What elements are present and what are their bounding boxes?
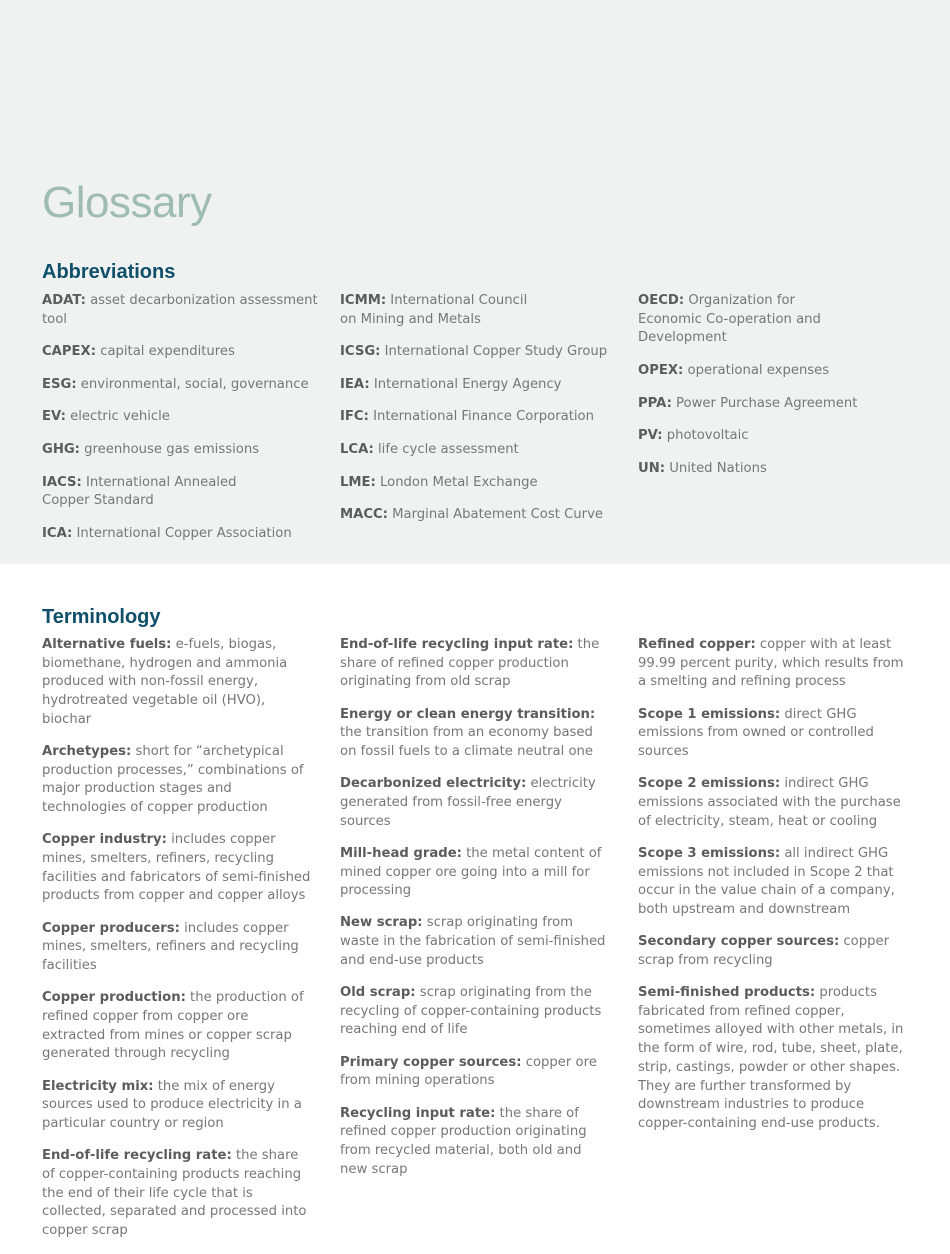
term-definition: International Annealed Copper Standard (42, 474, 237, 509)
glossary-entry-electricity-mix (42, 1078, 314, 1134)
glossary-entry-ev (42, 408, 318, 427)
glossary-entry-ica (42, 525, 318, 544)
term-definition: greenhouse gas emissions (79, 442, 260, 458)
term-label: End-of-life recycling rate: (42, 1148, 232, 1164)
term-label: LME: (340, 474, 376, 490)
glossary-entry-ifc (340, 408, 616, 427)
glossary-entry-un (638, 460, 914, 479)
glossary-entry-iea (340, 376, 616, 395)
term-label: Copper producers: (42, 920, 180, 936)
term-label: LCA: (340, 442, 374, 458)
glossary-entry-scope-2-emissions (638, 775, 910, 831)
term-definition: all indirect GHG emissions not included in Scope 2 that occur in the value chain of a company, both upstream and downstream (638, 845, 895, 917)
term-label: OECD: (638, 293, 685, 308)
term-definition: includes copper mines, smelters, refiners, recycling facilities and fabricators of semi-finished products from copper and copper alloys (42, 832, 311, 904)
glossary-entry-ppa (638, 395, 914, 414)
term-label: Old scrap: (340, 985, 416, 1001)
term-definition: scrap originating from waste in the fabrication of semi-finished and end-use products (340, 915, 606, 968)
term-label: Secondary copper sources: (638, 934, 840, 950)
abbreviations-column-3 (638, 292, 914, 492)
glossary-entry-capex (42, 343, 318, 362)
term-definition: e-fuels, biogas, biomethane, hydrogen and ammonia produced with non-fossil energy, hydrotreated vegetable oil (HVO), biochar (42, 637, 288, 727)
term-label: Recycling input rate: (340, 1105, 496, 1121)
term-label: Primary copper sources: (340, 1054, 522, 1070)
term-definition: includes copper mines, smelters, refiners and recycling facilities (42, 920, 299, 974)
term-definition: International Copper Study Group (380, 344, 608, 360)
term-definition: scrap originating from the recycling of copper-containing products reaching end of life (340, 985, 602, 1038)
term-definition: the mix of energy sources used to produce electricity in a particular country or region (42, 1078, 302, 1131)
term-definition: indirect GHG emissions associated with the purchase of electricity, steam, heat or cooling (638, 776, 901, 829)
glossary-entry-macc (340, 506, 616, 525)
term-label: OPEX: (638, 363, 684, 378)
term-definition: the production of refined copper from copper ore extracted from mines or copper scrap generated through recycling (42, 990, 304, 1062)
glossary-entry-recycling-input-rate (340, 1105, 612, 1180)
glossary-entry-iacs (42, 474, 242, 511)
glossary-entry-end-of-life-recycling-rate (42, 1147, 314, 1241)
term-label: Semi-finished products: (638, 985, 816, 1001)
term-definition: electricity generated from fossil-free energy sources (340, 776, 596, 829)
glossary-entry-archetypes (42, 743, 314, 818)
glossary-entry-secondary-copper-sources (638, 933, 910, 970)
term-definition: asset decarbonization assessment tool (42, 293, 318, 327)
abbreviations-heading: Abbreviations (42, 261, 176, 283)
term-label: PPA: (638, 395, 672, 411)
glossary-entry-new-scrap (340, 914, 612, 970)
term-definition: products fabricated from refined copper, sometimes alloyed with other metals, in the form of wire, rod, tube, sheet, plate, strip, castings, powder or other shapes. They are further transformed by downstream industries to produce copper-containing end-use products. (638, 985, 904, 1131)
term-label: Archetypes: (42, 744, 132, 760)
page-title: Glossary (42, 178, 212, 227)
glossary-entry-pv (638, 427, 914, 446)
term-definition: London Metal Exchange (375, 474, 538, 490)
term-label: EV: (42, 409, 66, 425)
glossary-entry-icmm (340, 292, 540, 329)
term-label: Copper production: (42, 990, 186, 1006)
term-definition: capital expenditures (96, 344, 235, 360)
glossary-entry-energy-transition (340, 706, 612, 762)
term-label: CAPEX: (42, 344, 96, 360)
glossary-entry-end-of-life-recycling-input-rate (340, 636, 612, 692)
glossary-entry-mill-head-grade (340, 845, 612, 901)
term-label: MACC: (340, 507, 388, 523)
glossary-entry-semi-finished-products (638, 984, 910, 1134)
term-label: Scope 2 emissions: (638, 776, 781, 792)
term-label: Energy or clean energy transition: (340, 706, 596, 722)
term-definition: Power Purchase Agreement (671, 395, 858, 411)
glossary-entry-adat (42, 292, 318, 329)
term-label: ICA: (42, 525, 73, 541)
term-definition: electric vehicle (65, 409, 170, 425)
term-definition: Marginal Abatement Cost Curve (387, 507, 603, 523)
glossary-entry-oecd (638, 292, 853, 348)
term-label: Decarbonized electricity: (340, 776, 527, 792)
glossary-entry-decarbonized-electricity (340, 775, 612, 831)
term-label: Copper industry: (42, 832, 167, 848)
term-definition: the share of copper-containing products reaching the end of their life cycle that is collected, separated and processed into copper scrap (42, 1148, 307, 1238)
term-definition: copper scrap from recycling (638, 934, 890, 968)
term-label: IFC: (340, 409, 369, 425)
glossary-entry-old-scrap (340, 984, 612, 1040)
term-definition: Organization for Economic Co-operation and Development (638, 293, 821, 346)
glossary-entry-esg (42, 376, 318, 395)
term-definition: photovoltaic (662, 428, 749, 444)
term-definition: short for “archetypical production processes,” combinations of major production stages and technologies of copper production (42, 744, 304, 816)
term-label: PV: (638, 428, 663, 444)
terminology-column-3 (638, 636, 910, 1147)
term-label: UN: (638, 460, 666, 476)
glossary-entry-alternative-fuels (42, 636, 314, 730)
term-definition: the share of refined copper production originating from old scrap (340, 637, 600, 690)
glossary-entry-refined-copper (638, 636, 910, 692)
abbreviations-column-1 (42, 292, 318, 558)
term-definition: the transition from an economy based on fossil fuels to a climate neutral one (340, 725, 594, 760)
glossary-entry-lme (340, 474, 616, 493)
term-label: ESG: (42, 376, 77, 392)
terminology-column-2 (340, 636, 612, 1193)
term-label: GHG: (42, 442, 80, 458)
abbreviations-column-2 (340, 292, 616, 539)
term-definition: environmental, social, governance (76, 376, 309, 392)
term-label: Refined copper: (638, 637, 756, 652)
glossary-entry-primary-copper-sources (340, 1054, 612, 1091)
glossary-entry-opex (638, 362, 914, 381)
term-definition: operational expenses (683, 363, 830, 378)
term-definition: International Council on Mining and Metals (340, 293, 528, 327)
term-definition: the share of refined copper production originating from recycled material, both old and new scrap (340, 1105, 587, 1177)
term-label: ICSG: (340, 344, 381, 360)
term-label: IEA: (340, 376, 370, 392)
term-label: ADAT: (42, 293, 86, 308)
term-definition: United Nations (665, 460, 767, 476)
term-label: IACS: (42, 474, 82, 490)
term-label: New scrap: (340, 915, 423, 931)
term-definition: direct GHG emissions from owned or controlled sources (638, 706, 874, 760)
term-label: ICMM: (340, 293, 387, 308)
term-label: End-of-life recycling input rate: (340, 637, 574, 652)
term-definition: International Energy Agency (369, 376, 562, 392)
term-definition: International Copper Association (72, 525, 292, 541)
glossary-entry-copper-production (42, 989, 314, 1064)
term-label: Scope 3 emissions: (638, 845, 781, 861)
glossary-entry-lca (340, 441, 616, 460)
glossary-entry-scope-3-emissions (638, 845, 910, 920)
terminology-heading: Terminology (42, 606, 161, 628)
term-label: Mill-head grade: (340, 845, 462, 861)
glossary-entry-icsg (340, 343, 616, 362)
term-definition: copper with at least 99.99 percent purity, which results from a smelting and refining process (638, 637, 904, 690)
term-label: Scope 1 emissions: (638, 706, 781, 722)
glossary-entry-ghg (42, 441, 318, 460)
glossary-entry-scope-1-emissions (638, 706, 910, 762)
glossary-entry-copper-producers (42, 920, 314, 976)
glossary-entry-copper-industry (42, 831, 314, 906)
term-definition: the metal content of mined copper ore going into a mill for processing (340, 845, 602, 899)
term-label: Alternative fuels: (42, 637, 172, 652)
term-definition: International Finance Corporation (368, 409, 594, 425)
terminology-column-1 (42, 636, 314, 1254)
term-definition: life cycle assessment (373, 442, 519, 458)
term-label: Electricity mix: (42, 1078, 154, 1094)
term-definition: copper ore from mining operations (340, 1054, 597, 1089)
